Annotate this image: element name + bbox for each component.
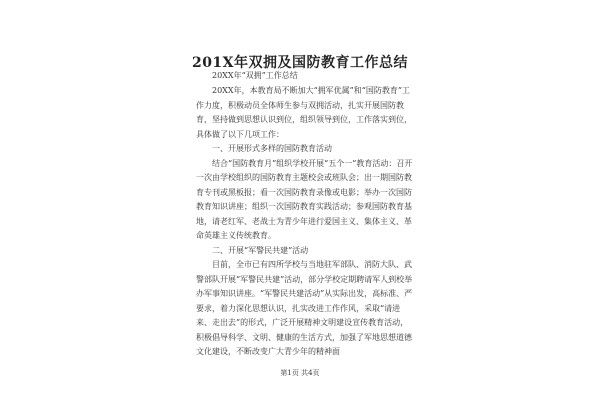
paragraph-section-1: 结合“国防教育月”组织学校开展“五个一”教育活动：召开一次由学校组织的国防教育主题校会或班队会；出一期国防教育专刊或黑板报；看一次国防教育录像或电影；举办一次国防教育知识讲座；组织一次国防教育实践活动；参观国防教育基地，请老红军、老战士为青少年进行爱国主义、集体主义、革命英雄主义传统教育。: [196, 158, 413, 240]
document-title: 201X年双拥及国防教育工作总结: [191, 55, 409, 71]
document-body: [196, 84, 414, 360]
section-heading-2: 二、开展“军警民共建”活动: [212, 245, 309, 255]
section-heading-1: 一、开展形式多样的国防教育活动: [212, 144, 332, 153]
paragraph-section-2: 目前，全市已有四所学校与当地驻军部队、消防大队、武警部队开展“军警民共建”活动，部分学校定期聘请军人到校举办军事知识讲座。“军警民共建活动”从实际出发，高标准、严要求，着力深化思想认识，扎实改进工作作风，采取“请进来、走出去”的形式，广泛开展精神文明建设宣传教育活动，积极倡导科学、文明、健康的生活方式，加强了军地思想道德文化建设，不断改变广大青少年的精神面: [196, 260, 413, 356]
paragraph-intro: 20XX年，本教育局不断加大“拥军优属”和“国防教育”工作力度，积极动员全体师生参与双拥活动，扎实开展国防教育，坚持做到思想认识到位，组织领导到位，工作落实到位，具体做了以下几项工作：: [196, 86, 412, 139]
page-number-footer: 第1页 共4页: [280, 369, 320, 377]
document-subtitle: 20XX年“双拥”工作总结: [212, 71, 298, 80]
